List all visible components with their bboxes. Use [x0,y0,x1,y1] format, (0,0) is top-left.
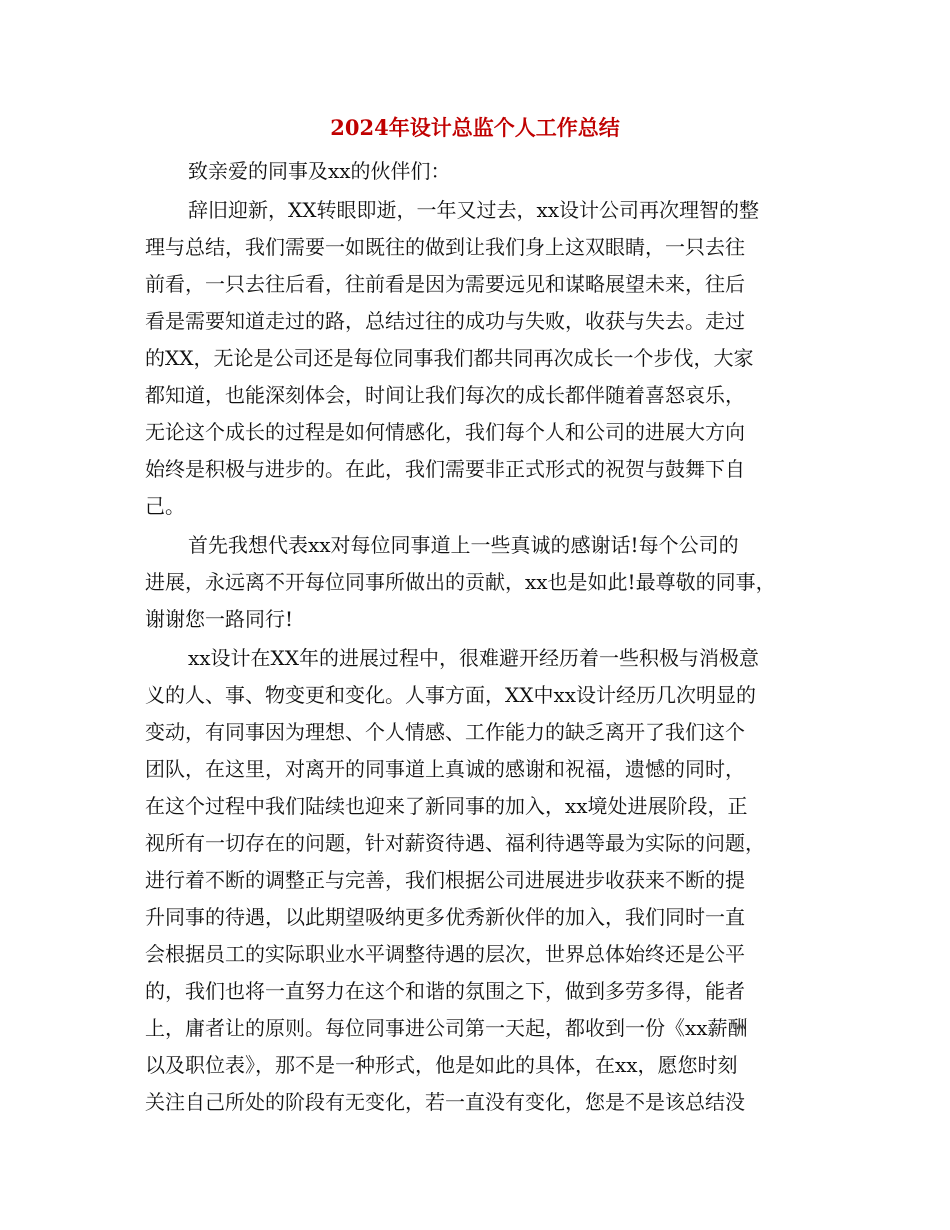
text-line: 进行着不断的调整正与完善，我们根据公司进展进步收获来不断的提 [145,868,745,892]
text-line: 会根据员工的实际职业水平调整待遇的层次，世界总体始终还是公平 [145,942,745,966]
text-line: 前看，一只去往后看，往前看是因为需要远见和谋略展望未来，往后 [145,272,745,296]
text-line: 辞旧迎新，XX转眼即逝，一年又过去，xx设计公司再次理智的整 [188,198,760,222]
text-line: 团队，在这里，对离开的同事道上真诚的感谢和祝福，遗憾的同时， [145,757,745,781]
text-line: 无论这个成长的过程是如何情感化，我们每个人和公司的进展大方向 [145,420,745,444]
text-line: 上，庸者让的原则。每位同事进公司第一天起，都收到一份《xx薪酬 [145,1016,748,1040]
text-line: 的XX，无论是公司还是每位同事我们都共同再次成长一个步伐，大家 [145,346,754,370]
text-line: 升同事的待遇，以此期望吸纳更多优秀新伙伴的加入，我们同时一直 [145,905,745,929]
document-title: 2024年设计总监个人工作总结 [330,115,620,140]
text-line: 都知道，也能深刻体会，时间让我们每次的成长都伴随着喜怒哀乐， [145,383,745,407]
text-line: 关注自己所处的阶段有无变化，若一直没有变化，您是不是该总结没 [145,1090,745,1114]
text-line: 进展，永远离不开每位同事所做出的贡献，xx也是如此!最尊敬的同事， [145,570,776,594]
text-line: 在这个过程中我们陆续也迎来了新同事的加入，xx境处进展阶段，正 [145,794,748,818]
text-line: 始终是积极与进步的。在此，我们需要非正式形式的祝贺与鼓舞下自 [145,457,745,481]
text-line: 谢谢您一路同行! [145,607,294,631]
text-line: 致亲爱的同事及xx的伙伴们： [188,159,451,183]
text-line: 看是需要知道走过的路，总结过往的成功与失败，收获与失去。走过 [145,309,745,333]
text-line: 理与总结，我们需要一如既往的做到让我们身上这双眼睛，一只去往 [145,235,745,259]
text-line: 义的人、事、物变更和变化。人事方面，XX中xx设计经历几次明显的 [145,683,757,707]
text-line: 首先我想代表xx对每位同事道上一些真诚的感谢话!每个公司的 [188,533,739,557]
text-line: 变动，有同事因为理想、个人情感、工作能力的缺乏离开了我们这个 [145,720,745,744]
text-line: 以及职位表》，那不是一种形式，他是如此的具体，在xx，愿您时刻 [145,1053,738,1077]
text-line: 的，我们也将一直努力在这个和谐的氛围之下，做到多劳多得，能者 [145,979,745,1003]
text-line: 视所有一切存在的问题，针对薪资待遇、福利待遇等最为实际的问题， [145,831,765,855]
text-line: 己。 [145,494,185,518]
text-line: xx设计在XX年的进展过程中，很难避开经历着一些积极与消极意 [188,646,760,670]
